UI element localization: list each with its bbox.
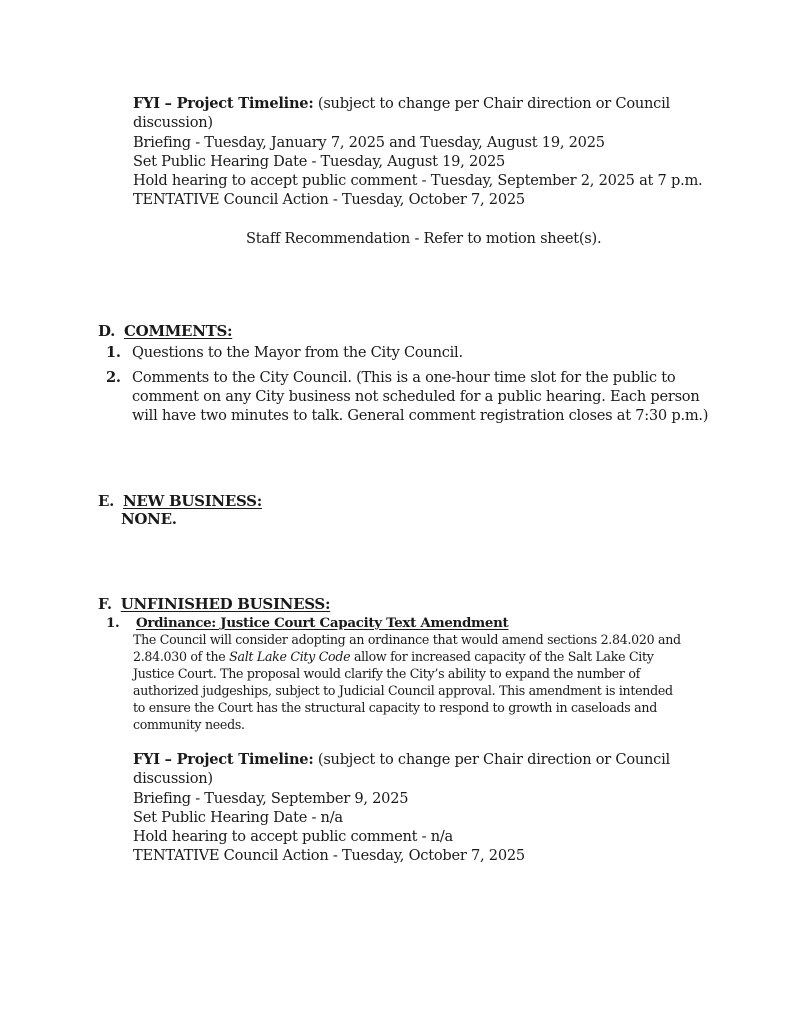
staff-recommendation: Staff Recommendation - Refer to motion sheet(s). [246, 230, 602, 247]
item-text: Comments to the City Council. (This is a one-hour time slot for the public to [132, 369, 676, 386]
timeline-hold-hearing: Hold hearing to accept public comment - n/a [133, 828, 453, 845]
item-text: Questions to the Mayor from the City Council. [132, 344, 463, 361]
item-number: 2. [106, 369, 121, 386]
timeline-header [133, 94, 670, 113]
item-description-line: authorized judgeships, subject to Judicial Council approval. This amendment is intended [133, 683, 673, 698]
item-description-line: to ensure the Court has the structural capacity to respond to growth in caseloads and [133, 700, 657, 715]
item-description-line [133, 648, 654, 665]
item-description-line: The Council will consider adopting an ordinance that would amend sections 2.84.020 and [133, 632, 681, 647]
item-number: 1. [106, 615, 120, 631]
timeline-council-action: TENTATIVE Council Action - Tuesday, October 7, 2025 [133, 191, 525, 208]
timeline-label: FYI – Project Timeline: [133, 751, 314, 768]
timeline-note-cont: discussion) [133, 114, 213, 131]
code-title: Salt Lake City Code [229, 649, 351, 664]
item-description-line: Justice Court. The proposal would clarify the City’s ability to expand the number of [133, 666, 640, 681]
timeline-hold-hearing: Hold hearing to accept public comment - Tuesday, September 2, 2025 at 7 p.m. [133, 172, 703, 189]
section-title: COMMENTS: [124, 322, 233, 340]
section-title: NEW BUSINESS: [123, 492, 262, 510]
timeline-header [133, 750, 670, 769]
item-title: Ordinance: Justice Court Capacity Text Amendment [136, 615, 509, 631]
timeline-note: (subject to change per Chair direction or Council [313, 95, 670, 112]
timeline-briefing: Briefing - Tuesday, September 9, 2025 [133, 790, 409, 807]
section-e-body: NONE. [121, 510, 177, 528]
section-e-heading [98, 492, 262, 511]
item-text-cont: comment on any City business not scheduled for a public hearing. Each person [132, 388, 700, 405]
desc-text: allow for increased capacity of the Salt Lake City [350, 649, 654, 664]
list-item [106, 368, 675, 387]
item-description-line: community needs. [133, 717, 245, 732]
list-item [106, 343, 463, 362]
timeline-note-cont: discussion) [133, 770, 213, 787]
section-letter: E. [98, 492, 115, 510]
timeline-set-hearing: Set Public Hearing Date - Tuesday, August 19, 2025 [133, 153, 506, 170]
section-d-heading [98, 322, 232, 341]
section-f-heading [98, 595, 330, 614]
item-text-cont: will have two minutes to talk. General comment registration closes at 7:30 p.m.) [132, 407, 709, 424]
timeline-set-hearing: Set Public Hearing Date - n/a [133, 809, 343, 826]
section-letter: D. [98, 322, 116, 340]
timeline-briefing: Briefing - Tuesday, January 7, 2025 and Tuesday, August 19, 2025 [133, 134, 605, 151]
timeline-council-action: TENTATIVE Council Action - Tuesday, October 7, 2025 [133, 847, 525, 864]
desc-text: 2.84.030 of the [133, 649, 230, 664]
timeline-label: FYI – Project Timeline: [133, 95, 314, 112]
timeline-note: (subject to change per Chair direction or Council [313, 751, 670, 768]
section-letter: F. [98, 595, 112, 613]
section-title: UNFINISHED BUSINESS: [120, 595, 331, 613]
item-number: 1. [106, 344, 121, 361]
